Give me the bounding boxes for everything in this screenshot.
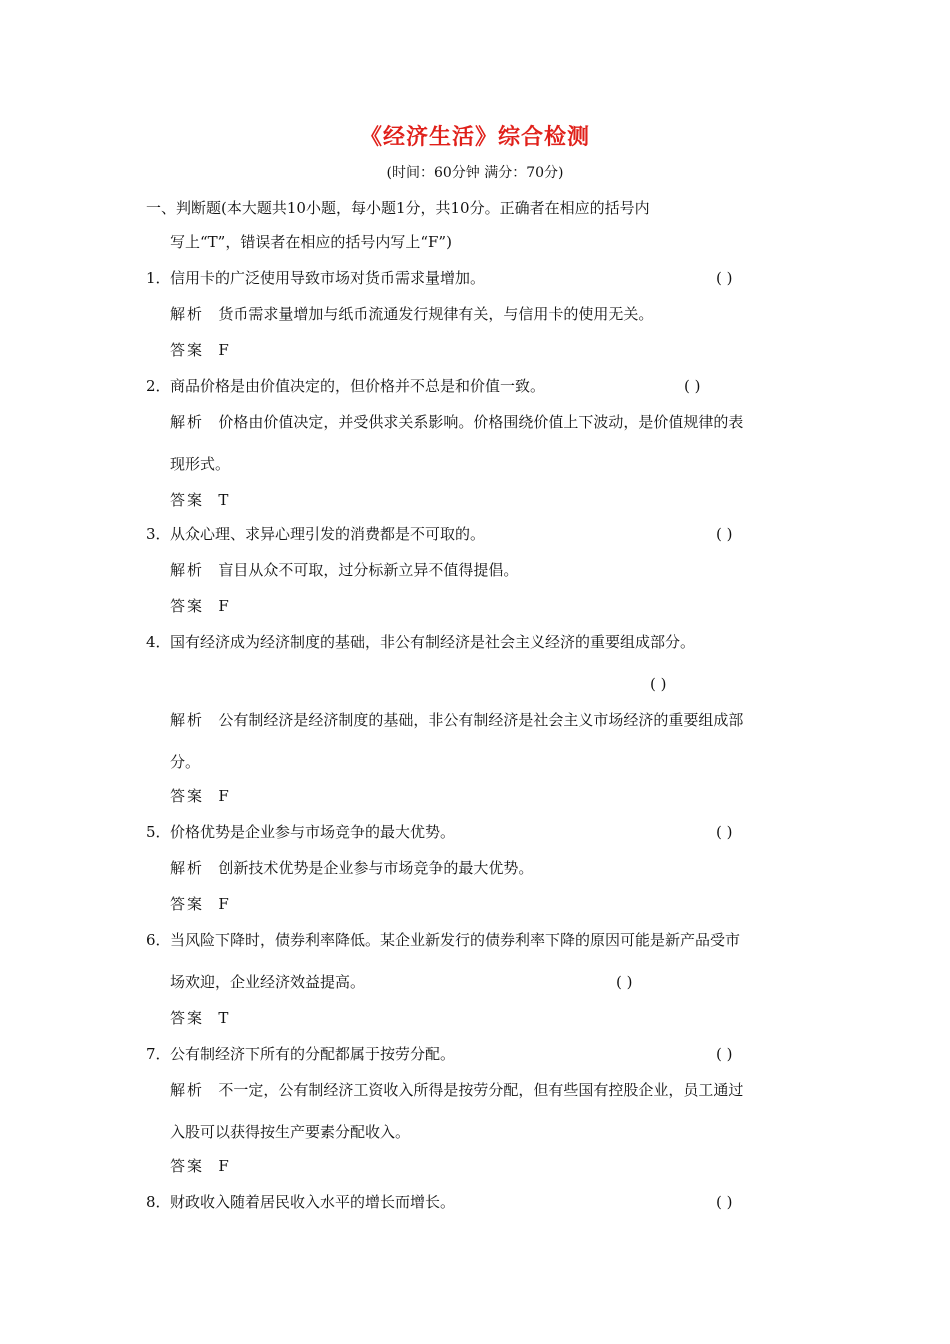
question-5-answer-value: F [218, 895, 229, 913]
answer-label: 答案 [170, 341, 205, 359]
analysis-label: 解析 [170, 859, 205, 877]
question-2-analysis-cont: 现形式。 [170, 455, 231, 473]
question-1-answer-value: F [218, 341, 229, 359]
question-8-bracket: ( ) [716, 1193, 733, 1211]
question-6-number: 6． [146, 931, 171, 949]
answer-label: 答案 [170, 597, 205, 615]
question-5-analysis-text: 创新技术优势是企业参与市场竞争的最大优势。 [218, 859, 534, 877]
question-4-answer-value: F [218, 787, 229, 805]
question-5-bracket: ( ) [716, 823, 733, 841]
question-4-analysis-text: 公有制经济是经济制度的基础，非公有制经济是社会主义市场经济的重要组成部 [218, 711, 744, 729]
question-7-number: 7． [146, 1045, 171, 1063]
question-7-answer [170, 1156, 229, 1176]
question-6-answer [170, 1008, 228, 1028]
section-heading-line2: 写上“T”，错误者在相应的括号内写上“F”) [170, 233, 452, 251]
question-1-answer [170, 340, 229, 360]
question-1-analysis [170, 304, 653, 324]
question-7-bracket: ( ) [716, 1045, 733, 1063]
question-1-bracket: ( ) [716, 269, 733, 287]
answer-label: 答案 [170, 491, 205, 509]
question-2-bracket: ( ) [684, 377, 701, 395]
question-5-number: 5． [146, 823, 171, 841]
question-4-analysis [170, 710, 743, 730]
question-2-text: 商品价格是由价值决定的，但价格并不总是和价值一致。 [170, 377, 546, 395]
question-4-bracket: ( ) [650, 675, 667, 693]
question-2-analysis-text: 价格由价值决定，并受供求关系影响。价格围绕价值上下波动，是价值规律的表 [218, 413, 744, 431]
question-7-analysis-cont: 入股可以获得按生产要素分配收入。 [170, 1123, 411, 1141]
question-1-number: 1． [146, 269, 171, 287]
answer-label: 答案 [170, 787, 205, 805]
question-3-bracket: ( ) [716, 525, 733, 543]
exam-time-score: (时间：60分钟 满分：70分) [386, 165, 564, 181]
question-2-answer [170, 490, 228, 510]
question-3-text: 从众心理、求异心理引发的消费都是不可取的。 [170, 525, 486, 543]
question-3-number: 3． [146, 525, 171, 543]
analysis-label: 解析 [170, 1081, 205, 1099]
question-3-answer-value: F [218, 597, 229, 615]
answer-label: 答案 [170, 895, 205, 913]
section-heading-line1: 一、判断题(本大题共10小题，每小题1分，共10分。正确者在相应的括号内 [146, 199, 650, 217]
question-5-answer [170, 894, 229, 914]
question-2-analysis [170, 412, 743, 432]
question-2-answer-value: T [218, 491, 229, 509]
analysis-label: 解析 [170, 561, 205, 579]
question-7-analysis-text: 不一定，公有制经济工资收入所得是按劳分配，但有些国有控股企业，员工通过 [218, 1081, 744, 1099]
question-4-number: 4． [146, 633, 171, 651]
question-3-analysis [170, 560, 518, 580]
question-6-bracket: ( ) [616, 973, 633, 991]
question-4-analysis-cont: 分。 [170, 753, 201, 771]
answer-label: 答案 [170, 1009, 205, 1027]
question-1-analysis-text: 货币需求量增加与纸币流通发行规律有关，与信用卡的使用无关。 [218, 305, 654, 323]
question-6-answer-value: T [218, 1009, 229, 1027]
question-4-text: 国有经济成为经济制度的基础，非公有制经济是社会主义经济的重要组成部分。 [170, 633, 696, 651]
question-3-analysis-text: 盲目从众不可取，过分标新立异不值得提倡。 [218, 561, 519, 579]
question-6-text: 当风险下降时，债券利率降低。某企业新发行的债券利率下降的原因可能是新产品受市 [170, 931, 741, 949]
question-2-number: 2． [146, 377, 171, 395]
question-7-text: 公有制经济下所有的分配都属于按劳分配。 [170, 1045, 456, 1063]
question-5-text: 价格优势是企业参与市场竞争的最大优势。 [170, 823, 456, 841]
document-title: 《经济生活》综合检测 [359, 125, 590, 150]
question-7-analysis [170, 1080, 743, 1100]
answer-label: 答案 [170, 1157, 205, 1175]
question-5-analysis [170, 858, 533, 878]
question-6-text-cont: 场欢迎，企业经济效益提高。 [170, 973, 366, 991]
analysis-label: 解析 [170, 413, 205, 431]
question-1-text: 信用卡的广泛使用导致市场对货币需求量增加。 [170, 269, 486, 287]
question-4-answer [170, 786, 229, 806]
question-8-text: 财政收入随着居民收入水平的增长而增长。 [170, 1193, 456, 1211]
question-3-answer [170, 596, 229, 616]
analysis-label: 解析 [170, 305, 205, 323]
question-7-answer-value: F [218, 1157, 229, 1175]
question-8-number: 8． [146, 1193, 171, 1211]
analysis-label: 解析 [170, 711, 205, 729]
